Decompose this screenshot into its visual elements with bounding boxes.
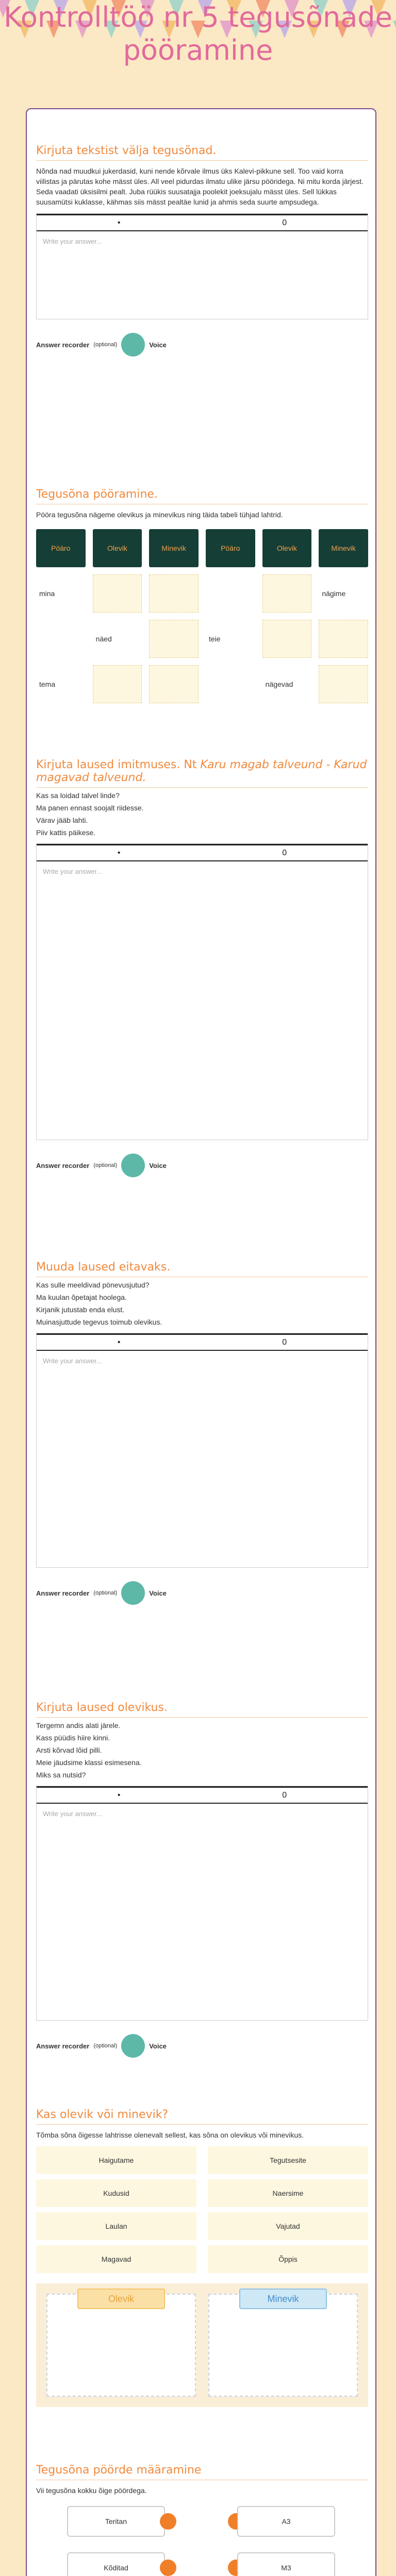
- answer-editor: [36, 1786, 368, 2021]
- record-button[interactable]: [121, 2034, 145, 2058]
- match-verb[interactable]: Kõditad: [67, 2552, 165, 2576]
- sentence-item: Kas sa loidad talvel linde?: [36, 791, 120, 800]
- grid-blank-input[interactable]: [262, 574, 312, 613]
- draggable-word[interactable]: Magavad: [36, 2245, 196, 2273]
- recorder-optional: (optional): [93, 2043, 118, 2049]
- answer-input[interactable]: Write your answer...: [43, 1357, 102, 1365]
- section-text: Nõnda nad muudkui jukerdasid, kuni nende kõrvale ilmus üks Kalevi-pikkune sell. Too vaid korra viilistas ja pärutas kohe mässt üles. All veel pidurdas ilmatu ulike järsu pööridega. Ni mitu korda järjest. Seda vaadati üksisilmi pealt. Juba rüükis suusatajja poolekit joeksujalu mässt üles. Sell lükkas suusamütsi kuklasse, kähmas siis mässt pealtäe lunid ja ahmis seda suurte ampsudega.: [36, 167, 364, 206]
- bucket-label: Minevik: [239, 2289, 327, 2309]
- editor-toolbar: [37, 1786, 368, 1804]
- grid-given-form: nägime: [322, 589, 346, 598]
- section-conjugation-table: [36, 488, 368, 703]
- sentence-item: Värav jääb lahti.: [36, 816, 88, 824]
- grid-given-form: näed: [95, 635, 112, 643]
- recorder-label: Answer recorder: [36, 341, 90, 349]
- number-button[interactable]: 0: [282, 1790, 287, 1800]
- answer-editor: [36, 843, 368, 1140]
- answer-editor: [36, 1333, 368, 1568]
- answer-recorder: [36, 1581, 368, 1605]
- sentence-item: Tergemn andis alati järele.: [36, 1721, 121, 1730]
- voice-label: Voice: [149, 1589, 167, 1597]
- record-button[interactable]: [121, 1581, 145, 1605]
- title-main: Kirjuta laused imitmuses. Nt: [36, 758, 197, 771]
- grid-header: Olevik: [262, 529, 312, 567]
- grid-pronoun: [36, 620, 86, 658]
- section-person-match: [36, 2464, 368, 2576]
- match-person[interactable]: M3: [237, 2552, 335, 2576]
- section-plural: [36, 758, 368, 1177]
- page-title: Kontrolltöö nr 5 tegusõnade pööramine: [4, 1, 392, 66]
- match-person[interactable]: A3: [237, 2506, 335, 2537]
- section-text: Pööra tegusõna nägeme olevikus ja minevikus ning täida tabeli tühjad lahtrid.: [36, 511, 283, 519]
- answer-recorder: [36, 333, 368, 357]
- bullet-button[interactable]: •: [117, 1337, 121, 1347]
- grid-blank-input[interactable]: [93, 574, 142, 613]
- grid-header: Pöäro: [36, 529, 86, 567]
- recorder-label: Answer recorder: [36, 1161, 90, 1170]
- grid-pronoun: [206, 665, 255, 703]
- grid-header: Pöäro: [206, 529, 255, 567]
- recorder-label: Answer recorder: [36, 2042, 90, 2050]
- number-button[interactable]: 0: [282, 848, 287, 857]
- recorder-optional: (optional): [93, 342, 118, 348]
- draggable-word[interactable]: Laulan: [36, 2212, 196, 2240]
- sentence-list: [36, 1721, 368, 1780]
- section-text: Tõmba sõna õigesse lahtrisse olenevalt sellest, kas sõna on olevikus või minevikus.: [36, 2131, 304, 2139]
- sort-buckets: [36, 2283, 368, 2407]
- section-title: Tegusõna pööramine.: [36, 488, 368, 504]
- section-verbs-from-text: [36, 144, 368, 357]
- grid-given-form: nägevad: [265, 680, 293, 688]
- sentence-item: Kas sulle meeldivad pönevusjutud?: [36, 1281, 150, 1289]
- draggable-word[interactable]: Haigutame: [36, 2146, 196, 2174]
- sentence-item: Ma kuulan õpetajat hoolega.: [36, 1293, 127, 1301]
- recorder-optional: (optional): [93, 1162, 118, 1168]
- sentence-item: Piiv kattis päikese.: [36, 828, 96, 837]
- grid-blank-input[interactable]: [262, 620, 312, 658]
- record-button[interactable]: [121, 333, 145, 357]
- bullet-button[interactable]: •: [117, 218, 121, 227]
- section-title: [36, 758, 368, 788]
- editor-toolbar: [37, 214, 368, 231]
- section-tense-sort: [36, 2108, 368, 2407]
- draggable-word[interactable]: Vajutad: [208, 2212, 368, 2240]
- sentence-item: Meie jäudsime klassi esimesena.: [36, 1758, 142, 1767]
- voice-label: Voice: [149, 1161, 167, 1170]
- grid-blank-input[interactable]: [319, 620, 368, 658]
- word-bank: [36, 2146, 368, 2273]
- draggable-word[interactable]: Naersime: [208, 2179, 368, 2207]
- grid-blank-input[interactable]: [149, 574, 199, 613]
- grid-blank-input[interactable]: [93, 665, 142, 703]
- section-title: Muuda laused eitavaks.: [36, 1261, 368, 1277]
- section-text: Vii tegusõna kokku õige pöördega.: [36, 2486, 147, 2495]
- section-title: Kirjuta tekstist välja tegusõnad.: [36, 144, 368, 161]
- draggable-word[interactable]: Kudusid: [36, 2179, 196, 2207]
- grid-header: Minevik: [149, 529, 199, 567]
- sentence-item: Kirjanik jutustab enda elust.: [36, 1306, 125, 1314]
- bucket-minevik[interactable]: [208, 2294, 358, 2397]
- grid-header: Olevik: [93, 529, 142, 567]
- sentence-item: Arsti kõrvad lõid pilli.: [36, 1746, 102, 1754]
- number-button[interactable]: 0: [282, 1337, 287, 1347]
- draggable-word[interactable]: Tegutsesite: [208, 2146, 368, 2174]
- section-title: Kas olevik või minevik?: [36, 2108, 368, 2125]
- grid-blank-input[interactable]: [149, 620, 199, 658]
- editor-toolbar: [37, 844, 368, 861]
- bucket-olevik[interactable]: [46, 2294, 196, 2397]
- answer-recorder: [36, 1154, 368, 1177]
- bullet-button[interactable]: •: [117, 848, 121, 857]
- grid-pronoun: [206, 574, 255, 613]
- answer-editor: [36, 213, 368, 319]
- grid-pronoun: teie: [208, 635, 221, 643]
- sentence-item: Miks sa nutsid?: [36, 1771, 86, 1779]
- conjugation-grid: [36, 529, 368, 703]
- section-title: Tegusõna pöörde määramine: [36, 2464, 368, 2480]
- bullet-button[interactable]: •: [117, 1790, 121, 1800]
- section-negative: [36, 1261, 368, 1605]
- worksheet: [26, 108, 376, 2576]
- grid-blank-input[interactable]: [319, 665, 368, 703]
- section-present-tense: [36, 1701, 368, 2058]
- editor-toolbar: [37, 1333, 368, 1351]
- bucket-label: Olevik: [77, 2289, 165, 2309]
- match-row: [36, 2496, 368, 2542]
- recorder-label: Answer recorder: [36, 1589, 90, 1597]
- title-example: Karu magab talveund - Karud magavad talveund.: [36, 758, 367, 784]
- grid-header: Minevik: [319, 529, 368, 567]
- sentence-item: Kass püüdis hiire kinni.: [36, 1734, 110, 1742]
- answer-input[interactable]: Write your answer...: [43, 868, 102, 875]
- match-connector[interactable]: [160, 2560, 176, 2576]
- grid-blank-input[interactable]: [149, 665, 199, 703]
- match-list: [36, 2496, 368, 2576]
- number-button[interactable]: 0: [282, 218, 287, 227]
- match-row: [36, 2542, 368, 2576]
- grid-pronoun: tema: [39, 680, 56, 688]
- answer-input[interactable]: Write your answer...: [43, 238, 102, 245]
- sentence-list: [36, 1280, 368, 1327]
- sentence-item: Ma panen ennast soojalt riidesse.: [36, 804, 144, 812]
- draggable-word[interactable]: Õppis: [208, 2245, 368, 2273]
- grid-pronoun: mina: [39, 589, 55, 598]
- voice-label: Voice: [149, 341, 167, 349]
- sentence-list: [36, 791, 368, 837]
- recorder-optional: (optional): [93, 1590, 118, 1596]
- section-title: Kirjuta laused olevikus.: [36, 1701, 368, 1718]
- answer-input[interactable]: Write your answer...: [43, 1810, 102, 1818]
- sentence-item: Muinasjuttude tegevus toimub olevikus.: [36, 1318, 162, 1326]
- voice-label: Voice: [149, 2042, 167, 2050]
- match-connector[interactable]: [160, 2513, 176, 2530]
- answer-recorder: [36, 2034, 368, 2058]
- match-verb[interactable]: Teritan: [67, 2506, 165, 2537]
- record-button[interactable]: [121, 1154, 145, 1177]
